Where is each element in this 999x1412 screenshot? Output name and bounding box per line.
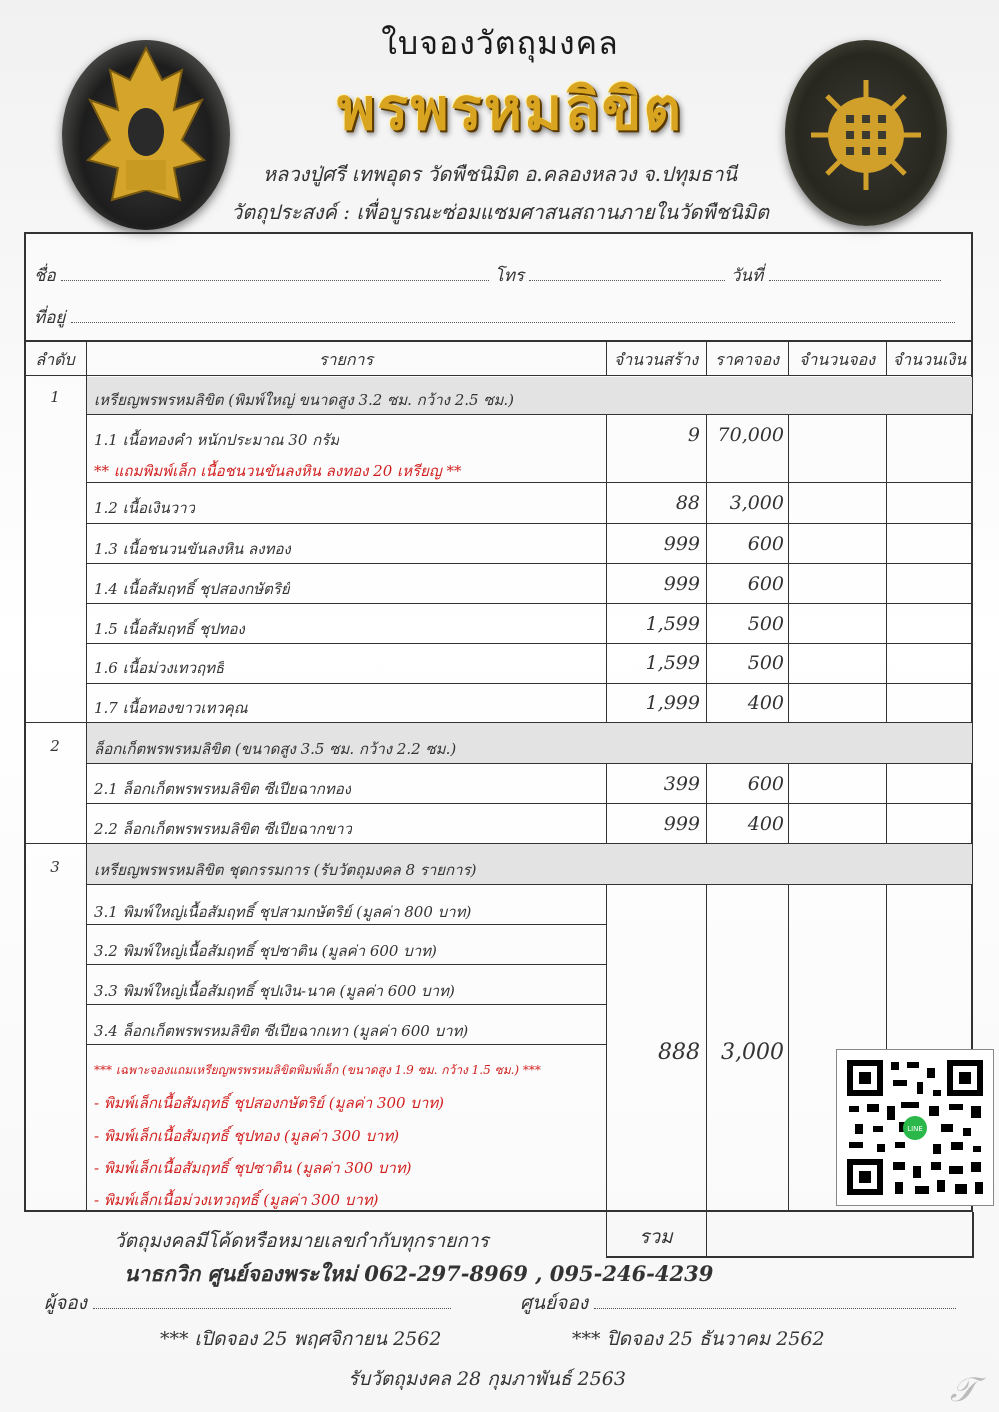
contact-line: นาธกวิก ศูนย์จองพระใหม่ 062-297-8969 , 095-246-4239 [124, 1261, 714, 1286]
name-row [34, 262, 941, 289]
purpose-subtitle: วัตถุประสงค์ : เพื่อบูรณะซ่อมแซมศาสนสถานภายในวัดพืชนิมิต [231, 200, 769, 224]
address-label: ที่อยู่ [34, 308, 66, 328]
item-1-4-label: 1.4 เนื้อสัมฤทธิ์ ชุปสองกษัตริย์ [94, 580, 290, 598]
svg-text:LINE: LINE [907, 1125, 923, 1133]
code-note: วัตถุมงคลมีโค้ดหรือหมายเลขกำกับทุกรายการ [114, 1230, 489, 1252]
item-1-6-label: 1.6 เนื้อม่วงเทวฤทธิ์ [94, 659, 225, 677]
item-1-6-qty: 1,599 [645, 652, 700, 674]
address-field[interactable] [71, 310, 955, 323]
item-1-5-qty: 1,599 [645, 613, 700, 635]
amulet-name-title: พรพรหมลิขิต [336, 75, 684, 143]
item-2-2-price: 400 [747, 813, 784, 835]
amulet-medal-left-image [62, 40, 230, 230]
col-header-booking-qty: จำนวนจอง [798, 350, 875, 369]
item-1-3-qty: 999 [663, 533, 700, 555]
item-3-3-label: 3.3 พิมพ์ใหญ่เนื้อสัมฤทธิ์ ชุปเงิน-นาค (มูลค่า 600 บาท) [94, 982, 455, 1000]
total-amount-field[interactable] [707, 1213, 972, 1256]
total-label: รวม [639, 1226, 673, 1248]
booker-row [44, 1288, 451, 1318]
item-1-7-label: 1.7 เนื้อทองขาวเทวคุณ [94, 699, 248, 717]
bonus-item-2: - พิมพ์เล็กเนื้อสัมฤทธิ์ ชุปทอง (มูลค่า 300 บาท) [94, 1127, 400, 1145]
item-2-1-qty: 399 [663, 773, 700, 795]
section-3-title: เหรียญพรพรหมลิขิต ชุดกรรมการ (รับวัตถุมงคล 8 รายการ) [94, 861, 477, 879]
item-1-3-price: 600 [747, 533, 784, 555]
section-1-no: 1 [50, 388, 60, 406]
bonus-item-3: - พิมพ์เล็กเนื้อสัมฤทธิ์ ชุปซาติน (มูลค่า 300 บาท) [94, 1159, 412, 1177]
section-3-price: 3,000 [721, 1040, 784, 1065]
center-label: ศูนย์จอง [520, 1292, 589, 1314]
item-1-2-price: 3,000 [729, 492, 784, 514]
signature-mark-icon: 𝒯 [950, 1370, 977, 1410]
close-date: *** ปิดจอง 25 ธันวาคม 2562 [572, 1328, 825, 1350]
phone-label: โทร [494, 266, 525, 286]
address-row [34, 304, 955, 331]
item-1-6-price: 500 [747, 652, 784, 674]
center-field[interactable] [594, 1296, 956, 1309]
name-label: ชื่อ [34, 266, 56, 286]
section-3-qty: 888 [658, 1040, 700, 1065]
center-row [520, 1288, 956, 1318]
section-3-no: 3 [50, 858, 60, 876]
bonus-item-4: - พิมพ์เล็กเนื้อม่วงเทวฤทธิ์ (มูลค่า 300 บาท) [94, 1191, 379, 1209]
item-1-1-price: 70,000 [717, 424, 784, 446]
item-1-7-price: 400 [747, 692, 784, 714]
booker-field[interactable] [93, 1296, 451, 1309]
temple-subtitle: หลวงปู่ศรี เทพอุดร วัดพืชนิมิต อ.คลองหลวง จ.ปทุมธานี [262, 162, 738, 186]
col-header-created: จำนวนสร้าง [613, 350, 699, 369]
section-1-title: เหรียญพรพรหมลิขิต (พิมพ์ใหญ่ ขนาดสูง 3.2 ซม. กว้าง 2.5 ซม.) [94, 391, 515, 409]
section-2-no: 2 [50, 737, 60, 755]
col-header-amount: จำนวนเงิน [892, 350, 967, 369]
col-header-item: รายการ [318, 350, 374, 369]
item-3-4-label: 3.4 ล็อกเก็ตพรพรหมลิขิต ซีเปียฉากเทา (มูลค่า 600 บาท) [94, 1022, 469, 1040]
item-2-2-label: 2.2 ล็อกเก็ตพรพรหมลิขิต ซีเปียฉากขาว [94, 820, 352, 838]
date-field[interactable] [769, 268, 941, 281]
item-1-4-qty: 999 [663, 573, 700, 595]
header [0, 0, 999, 232]
item-1-1-note: ** แถมพิมพ์เล็ก เนื้อชนวนขันลงหิน ลงทอง 20 เหรียญ ** [94, 462, 462, 480]
item-2-2-qty: 999 [663, 813, 700, 835]
item-3-2-label: 3.2 พิมพ์ใหญ่เนื้อสัมฤทธิ์ ชุปซาติน (มูลค่า 600 บาท) [94, 942, 437, 960]
item-1-2-label: 1.2 เนื้อเงินวาว [94, 499, 195, 517]
col-header-price: ราคาจอง [714, 350, 780, 369]
form-title: ใบจองวัตถุมงคล [381, 24, 619, 62]
col-header-no: ลำดับ [35, 350, 75, 369]
item-1-2-qty: 88 [675, 492, 700, 514]
line-qr-code[interactable] [836, 1049, 994, 1206]
item-1-7-qty: 1,999 [645, 692, 700, 714]
name-field[interactable] [61, 268, 489, 281]
item-1-3-label: 1.3 เนื้อชนวนขันลงหิน ลงทอง [94, 540, 291, 558]
item-2-1-price: 600 [747, 773, 784, 795]
item-1-4-price: 600 [747, 573, 784, 595]
booker-label: ผู้จอง [44, 1292, 87, 1314]
bonus-header: *** เฉพาะจองแถมเหรียญพรพรหมลิขิตพิมพ์เล็ก (ขนาดสูง 1.9 ซม. กว้าง 1.5 ซม.) *** [94, 1063, 541, 1077]
item-1-1-qty: 9 [687, 424, 700, 446]
item-2-1-label: 2.1 ล็อกเก็ตพรพรหมลิขิต ซีเปียฉากทอง [94, 780, 352, 798]
item-1-1-label: 1.1 เนื้อทองคำ หนักประมาณ 30 กรัม [94, 431, 340, 449]
open-date: *** เปิดจอง 25 พฤศจิกายน 2562 [160, 1328, 442, 1350]
bonus-item-1: - พิมพ์เล็กเนื้อสัมฤทธิ์ ชุปสองกษัตริย์ (มูลค่า 300 บาท) [94, 1094, 444, 1112]
amulet-medal-right-image [785, 40, 947, 226]
item-1-5-price: 500 [747, 613, 784, 635]
phone-field[interactable] [529, 268, 725, 281]
receive-date: รับวัตถุมงคล 28 กุมภาพันธ์ 2563 [348, 1368, 626, 1390]
section-2-title: ล็อกเก็ตพรพรหมลิขิต (ขนาดสูง 3.5 ซม. กว้าง 2.2 ซม.) [94, 740, 457, 758]
item-1-5-label: 1.5 เนื้อสัมฤทธิ์ ชุปทอง [94, 620, 245, 638]
date-label: วันที่ [730, 266, 764, 286]
item-3-1-label: 3.1 พิมพ์ใหญ่เนื้อสัมฤทธิ์ ชุปสามกษัตริย์ (มูลค่า 800 บาท) [94, 903, 472, 921]
